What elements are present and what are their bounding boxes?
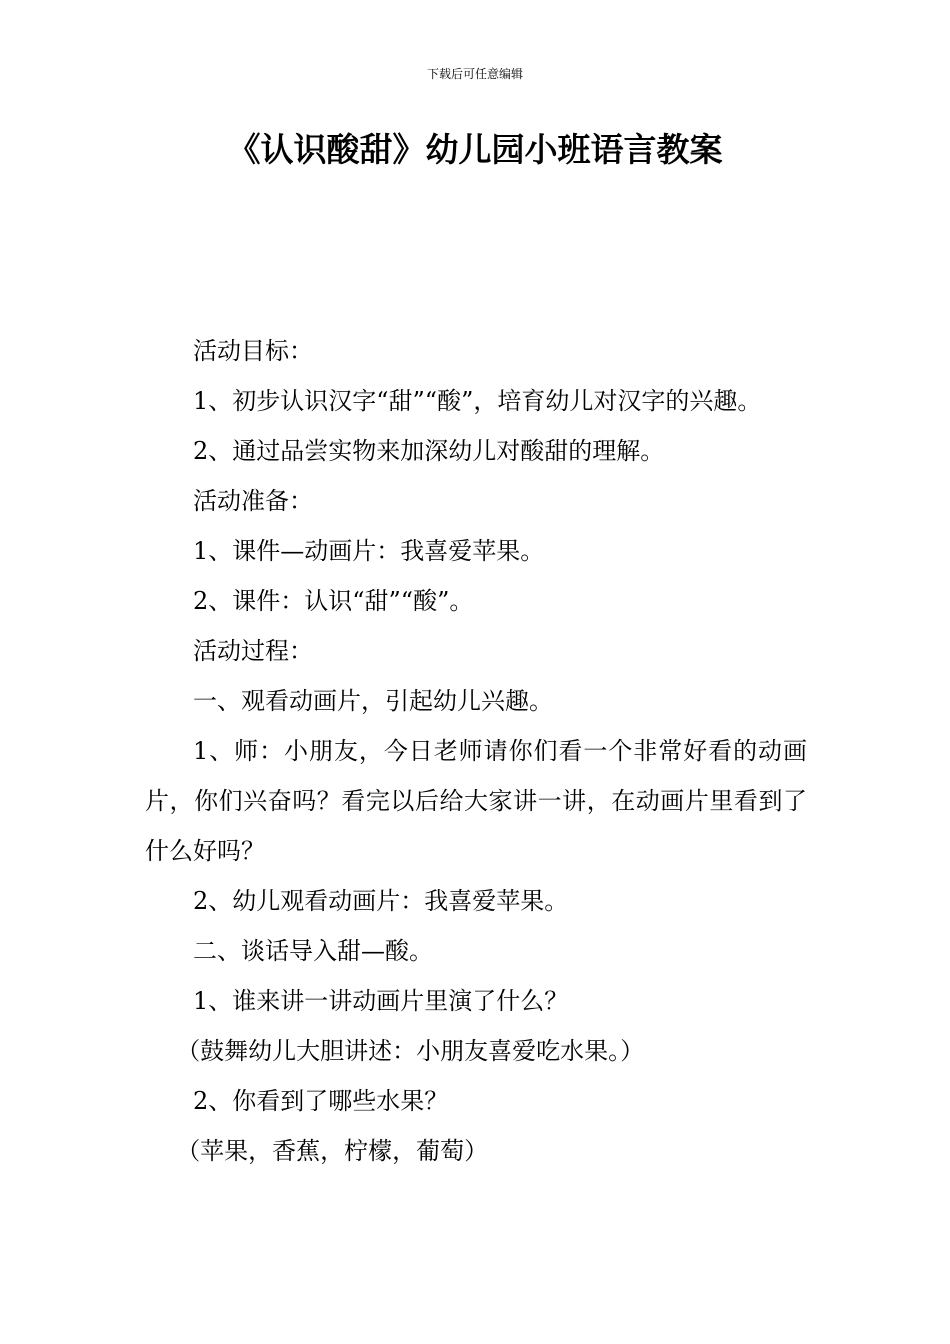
- process-step-heading: 一、观看动画片，引起幼儿兴趣。: [193, 687, 553, 715]
- preparation-item: 2、课件：认识“甜”“酸”。: [193, 587, 474, 615]
- header-note: 下载后可任意编辑: [426, 67, 523, 81]
- section-heading-objectives: 活动目标：: [193, 337, 313, 365]
- process-step-heading: 二、谈话导入甜—酸。: [193, 937, 433, 965]
- document-title: 《认识酸甜》幼儿园小班语言教案: [227, 130, 723, 169]
- section-heading-process: 活动过程：: [193, 637, 313, 665]
- process-note: （鼓舞幼儿大胆讲述：小朋友喜爱吃水果。）: [176, 1037, 645, 1065]
- process-item: 2、你看到了哪些水果？: [193, 1087, 449, 1115]
- process-note: （苹果，香蕉，柠檬，葡萄）: [176, 1137, 489, 1165]
- objective-item: 1、初步认识汉字“甜”“酸”，培育幼儿对汉字的兴趣。: [193, 387, 762, 415]
- process-item: 1、谁来讲一讲动画片里演了什么？: [193, 987, 569, 1015]
- preparation-item: 1、课件—动画片：我喜爱苹果。: [193, 537, 545, 565]
- document-body: [145, 326, 807, 1176]
- process-item: 1、师：小朋友，今日老师请你们看一个非常好看的动画片，你们兴奋吗？看完以后给大家讲一讲，在动画片里看到了什么好吗？: [145, 737, 807, 865]
- process-item: 2、幼儿观看动画片：我喜爱苹果。: [193, 887, 569, 915]
- section-heading-preparation: 活动准备：: [193, 487, 313, 515]
- objective-item: 2、通过品尝实物来加深幼儿对酸甜的理解。: [193, 437, 665, 465]
